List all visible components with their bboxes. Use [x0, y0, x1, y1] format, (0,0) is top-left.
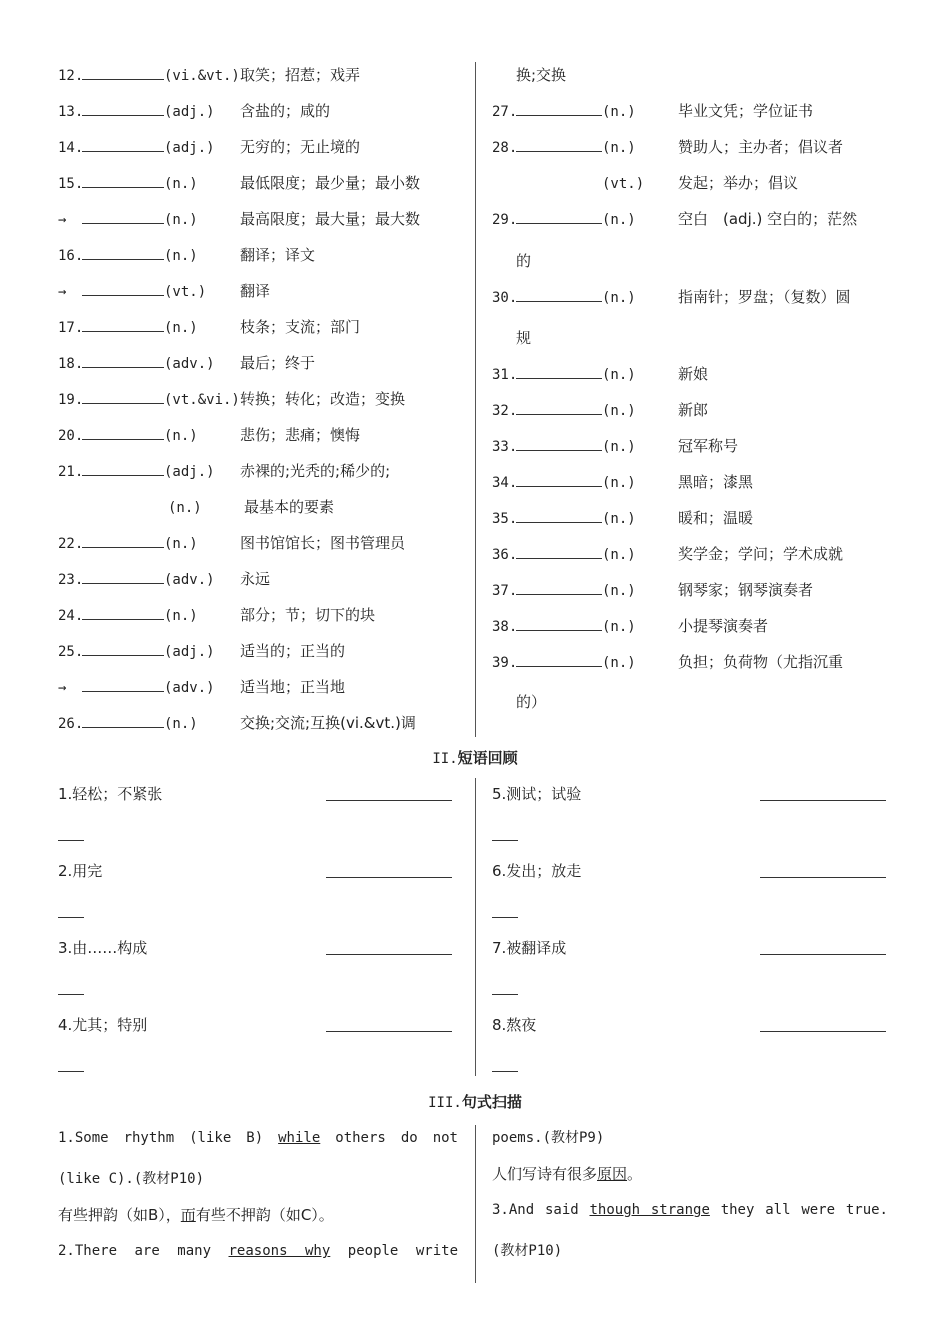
vocab-meaning: 小提琴演奏者	[678, 617, 769, 635]
part-of-speech: (n.)	[602, 583, 636, 599]
vocab-meaning: 交换;交流;互换(vi.&vt.)调	[240, 714, 416, 732]
vocab-item	[58, 65, 360, 86]
vocab-meaning: 含盐的；咸的	[240, 102, 331, 120]
vocab-item	[492, 692, 546, 712]
vocab-number: 27.	[492, 104, 518, 120]
vocab-number: 12.	[58, 68, 84, 84]
vocab-number: 22.	[58, 536, 84, 552]
vocab-number: 21.	[58, 464, 84, 480]
vocab-meaning: 的）	[516, 693, 547, 711]
vocab-number: 24.	[58, 608, 84, 624]
vocab-number: 25.	[58, 644, 84, 660]
vocab-item	[58, 713, 416, 734]
vocab-number: 18.	[58, 356, 84, 372]
vocab-meaning: 发起；举办；倡议	[678, 174, 799, 192]
vocab-meaning: 无穷的；无止境的	[240, 138, 361, 156]
vocab-item	[58, 245, 315, 266]
part-of-speech: (n.)	[164, 248, 198, 264]
phrase-item: 2.用完	[58, 862, 103, 880]
vocab-item	[58, 353, 315, 374]
vocab-number: 14.	[58, 140, 84, 156]
phrase-item: 5.测试；试验	[492, 785, 582, 803]
part-of-speech: (n.)	[602, 290, 636, 306]
vocab-meaning: 毕业文凭；学位证书	[678, 102, 814, 120]
vocab-number: 35.	[492, 511, 518, 527]
part-of-speech: (adv.)	[164, 572, 215, 588]
vocab-meaning: 最基本的要素	[244, 498, 335, 516]
vocab-item	[58, 101, 330, 122]
part-of-speech: (n.)	[164, 176, 198, 192]
answer-blank[interactable]	[82, 101, 164, 116]
phrase-answer-blank-continued[interactable]	[492, 905, 518, 918]
vocab-item	[492, 436, 738, 457]
vocab-item	[58, 533, 405, 554]
vocab-item	[492, 137, 843, 158]
answer-blank[interactable]	[82, 533, 164, 548]
vocab-number: 23.	[58, 572, 84, 588]
part-of-speech: (n.)	[164, 716, 198, 732]
vocab-meaning: 取笑；招惹；戏弄	[240, 66, 361, 84]
part-of-speech: (n.)	[164, 536, 198, 552]
vocab-meaning: 换;交换	[516, 66, 567, 84]
vocab-number: 30.	[492, 290, 518, 306]
phrase-answer-blank-continued[interactable]	[492, 1059, 518, 1072]
vocab-number: 20.	[58, 428, 84, 444]
vocab-meaning: 奖学金；学问；学术成就	[678, 545, 844, 563]
vocab-item	[58, 677, 345, 698]
part-of-speech: (n.)	[602, 619, 636, 635]
answer-blank[interactable]	[516, 364, 602, 379]
vocab-item	[492, 616, 768, 637]
vocab-meaning: 适当的；正当的	[240, 642, 346, 660]
vocab-meaning: 翻译	[240, 282, 271, 300]
part-of-speech: (adj.)	[164, 104, 215, 120]
answer-blank[interactable]	[516, 472, 602, 487]
section-heading-sentences: III.句式扫描	[428, 1093, 522, 1111]
section-heading-phrases: II.短语回顾	[432, 749, 518, 767]
phrase-answer-blank-continued[interactable]	[58, 1059, 84, 1072]
sentence-1-source: (like C).(教材P10)	[58, 1171, 205, 1187]
vocab-item	[492, 400, 708, 421]
part-of-speech: (n.)	[602, 475, 636, 491]
vocab-number: 17.	[58, 320, 84, 336]
vocab-meaning: 永远	[240, 570, 271, 588]
vocab-number: 38.	[492, 619, 518, 635]
part-of-speech: (n.)	[164, 212, 198, 228]
part-of-speech: (n.)	[602, 212, 636, 228]
answer-blank[interactable]	[516, 287, 602, 302]
part-of-speech: (n.)	[602, 547, 636, 563]
part-of-speech: (adj.)	[164, 644, 215, 660]
vocab-item	[492, 580, 813, 601]
vocab-item	[492, 364, 708, 385]
vocab-number: 19.	[58, 392, 84, 408]
answer-blank[interactable]	[516, 436, 602, 451]
vocab-item	[58, 389, 405, 410]
answer-blank[interactable]	[82, 317, 164, 332]
vocab-number: 31.	[492, 367, 518, 383]
sentence-2-source: poems.(教材P9)	[492, 1130, 605, 1146]
vocab-number: 16.	[58, 248, 84, 264]
column-divider	[475, 62, 476, 737]
phrase-answer-blank[interactable]	[326, 940, 452, 955]
vocab-item	[492, 472, 753, 493]
sentence-3-en: 3.And said though strange they all were true.	[492, 1202, 888, 1218]
vocab-meaning: 赞助人；主办者；倡议者	[678, 138, 844, 156]
vocab-item	[58, 497, 334, 518]
part-of-speech: (vt.)	[602, 176, 645, 192]
answer-blank[interactable]	[82, 713, 164, 728]
vocab-item	[492, 65, 566, 85]
vocab-item	[58, 569, 270, 590]
vocab-number: 33.	[492, 439, 518, 455]
vocab-meaning: 的	[516, 252, 532, 270]
phrase-answer-blank-continued[interactable]	[58, 905, 84, 918]
answer-blank[interactable]	[82, 173, 164, 188]
phrase-answer-blank-continued[interactable]	[492, 828, 518, 841]
part-of-speech: (n.)	[164, 608, 198, 624]
vocab-number: 37.	[492, 583, 518, 599]
column-divider	[475, 1125, 476, 1283]
vocab-number: →	[58, 284, 67, 300]
vocab-meaning: 最后；终于	[240, 354, 316, 372]
part-of-speech: (n.)	[164, 428, 198, 444]
vocab-meaning: 最低限度；最少量；最小数	[240, 174, 421, 192]
part-of-speech: (vt.&vi.)	[164, 392, 240, 408]
vocab-meaning: 指南针；罗盘；（复数）圆	[678, 288, 851, 306]
vocab-number: →	[58, 680, 67, 696]
answer-blank[interactable]	[516, 137, 602, 152]
answer-blank[interactable]	[516, 508, 602, 523]
answer-blank[interactable]	[516, 580, 602, 595]
phrase-answer-blank[interactable]	[326, 1017, 452, 1032]
answer-blank[interactable]	[516, 101, 602, 116]
phrase-answer-blank-continued[interactable]	[492, 982, 518, 995]
answer-blank[interactable]	[82, 425, 164, 440]
vocab-number: 34.	[492, 475, 518, 491]
vocab-item	[492, 328, 531, 348]
vocab-meaning: 暖和；温暖	[678, 509, 754, 527]
answer-blank[interactable]	[82, 569, 164, 584]
part-of-speech: (n.)	[164, 320, 198, 336]
vocab-meaning: 悲伤；悲痛；懊悔	[240, 426, 361, 444]
vocab-item	[58, 605, 375, 626]
vocab-item	[492, 173, 798, 194]
vocab-meaning: 负担；负荷物（尤指沉重	[678, 653, 844, 671]
sentence-3-source: (教材P10)	[492, 1243, 563, 1259]
vocab-meaning: 黑暗；漆黑	[678, 473, 754, 491]
phrase-item: 4.尤其；特别	[58, 1016, 148, 1034]
sentence-1-en: 1.Some rhythm (like B) while others do not	[58, 1130, 458, 1146]
part-of-speech: (n.)	[602, 104, 636, 120]
vocab-number: 36.	[492, 547, 518, 563]
sentence-2-en: 2.There are many reasons why people write	[58, 1243, 459, 1259]
vocab-item	[492, 508, 753, 529]
answer-blank[interactable]	[516, 544, 602, 559]
answer-blank[interactable]	[82, 137, 164, 152]
vocab-meaning: 新娘	[678, 365, 709, 383]
vocab-item	[58, 281, 270, 302]
phrase-answer-blank[interactable]	[760, 786, 886, 801]
phrase-answer-blank-continued[interactable]	[58, 828, 84, 841]
vocab-meaning: 适当地；正当地	[240, 678, 346, 696]
phrase-answer-blank[interactable]	[326, 863, 452, 878]
vocab-item	[58, 425, 360, 446]
phrase-answer-blank[interactable]	[760, 940, 886, 955]
vocab-item	[492, 287, 851, 308]
vocab-item	[492, 101, 813, 122]
vocab-meaning: 规	[516, 329, 532, 347]
phrase-item: 8.熬夜	[492, 1016, 537, 1034]
vocab-number: 26.	[58, 716, 84, 732]
vocab-number: 32.	[492, 403, 518, 419]
vocab-meaning: 枝条；支流；部门	[240, 318, 361, 336]
phrase-item: 3.由……构成	[58, 939, 148, 957]
sentence-1-cn: 有些押韵（如B），而有些不押韵（如C）。	[58, 1206, 334, 1224]
answer-blank[interactable]	[82, 389, 164, 404]
vocab-item	[58, 137, 360, 158]
part-of-speech: (n.)	[602, 655, 636, 671]
answer-blank[interactable]	[82, 65, 164, 80]
answer-blank[interactable]	[82, 641, 164, 656]
vocab-meaning: 空白 (adj.) 空白的；茫然	[678, 210, 858, 228]
vocab-number: 29.	[492, 212, 518, 228]
part-of-speech: (adv.)	[164, 356, 215, 372]
vocab-number: 39.	[492, 655, 518, 671]
vocab-meaning: 翻译；译文	[240, 246, 316, 264]
part-of-speech: (adj.)	[164, 140, 215, 156]
answer-blank[interactable]	[82, 461, 164, 476]
phrase-answer-blank[interactable]	[760, 1017, 886, 1032]
part-of-speech: (n.)	[602, 439, 636, 455]
vocab-meaning: 新郎	[678, 401, 709, 419]
answer-blank[interactable]	[516, 616, 602, 631]
vocab-number: 13.	[58, 104, 84, 120]
vocab-meaning: 图书馆馆长；图书管理员	[240, 534, 406, 552]
answer-blank[interactable]	[516, 400, 602, 415]
vocab-number: 15.	[58, 176, 84, 192]
answer-blank[interactable]	[516, 209, 602, 224]
part-of-speech: (n.)	[602, 511, 636, 527]
phrase-answer-blank-continued[interactable]	[58, 982, 84, 995]
answer-blank[interactable]	[82, 605, 164, 620]
vocab-meaning: 钢琴家；钢琴演奏者	[678, 581, 814, 599]
part-of-speech: (vt.)	[164, 284, 207, 300]
part-of-speech: (n.)	[602, 367, 636, 383]
vocab-item	[492, 544, 843, 565]
phrase-item: 1.轻松；不紧张	[58, 785, 163, 803]
vocab-meaning: 部分；节；切下的块	[240, 606, 376, 624]
column-divider	[475, 778, 476, 1076]
vocab-item	[58, 317, 360, 338]
part-of-speech: (vi.&vt.)	[164, 68, 240, 84]
part-of-speech: (adv.)	[164, 680, 215, 696]
answer-blank[interactable]	[82, 245, 164, 260]
vocab-item	[492, 652, 843, 673]
vocab-item	[58, 461, 390, 482]
vocab-item	[58, 209, 420, 230]
vocab-number: 28.	[492, 140, 518, 156]
phrase-item: 7.被翻译成	[492, 939, 567, 957]
answer-blank[interactable]	[82, 209, 164, 224]
vocab-meaning: 最高限度；最大量；最大数	[240, 210, 421, 228]
vocab-meaning: 赤裸的;光秃的;稀少的;	[240, 462, 391, 480]
vocab-item	[58, 173, 420, 194]
answer-blank[interactable]	[516, 652, 602, 667]
phrase-answer-blank[interactable]	[760, 863, 886, 878]
part-of-speech: (n.)	[168, 500, 202, 516]
vocab-item	[492, 209, 857, 230]
vocab-item	[58, 641, 345, 662]
sentence-2-cn: 人们写诗有很多原因。	[492, 1165, 643, 1183]
vocab-meaning: 转换；转化；改造；变换	[240, 390, 406, 408]
part-of-speech: (n.)	[602, 403, 636, 419]
phrase-item: 6.发出；放走	[492, 862, 582, 880]
vocab-item	[492, 251, 531, 271]
vocab-meaning: 冠军称号	[678, 437, 739, 455]
part-of-speech: (n.)	[602, 140, 636, 156]
phrase-answer-blank[interactable]	[326, 786, 452, 801]
answer-blank[interactable]	[82, 677, 164, 692]
answer-blank[interactable]	[82, 281, 164, 296]
vocab-number: →	[58, 212, 67, 228]
answer-blank[interactable]	[82, 353, 164, 368]
part-of-speech: (adj.)	[164, 464, 215, 480]
